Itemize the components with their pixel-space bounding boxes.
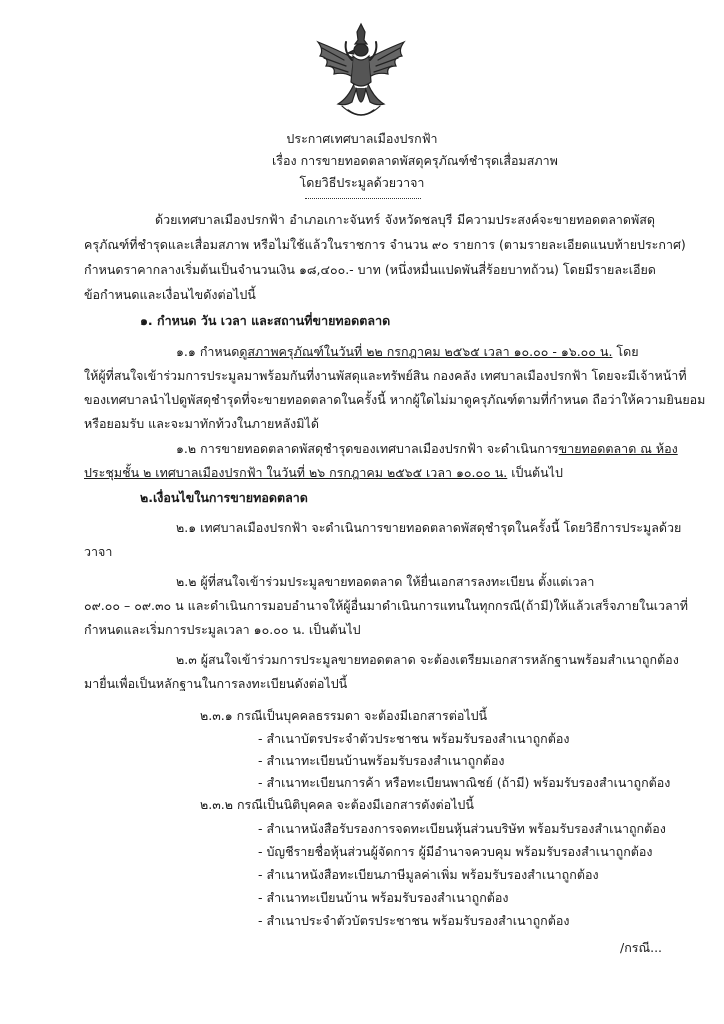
list-item: - สำเนาทะเบียนบ้าน พร้อมรับรองสำเนาถูกต้อง [258, 890, 509, 905]
intro-line: ข้อกำหนดและเงื่อนไขดังต่อไปนี้ [84, 287, 256, 302]
intro-line: ด้วยเทศบาลเมืองปรกฟ้า อำเภอเกาะจันทร์ จังหวัดชลบุรี มีความประสงค์จะขายทอดตลาดพัสดุ [155, 212, 655, 227]
list-item: - สำเนาทะเบียนการค้า หรือทะเบียนพาณิชย์ (ถ้ามี) พร้อมรับรองสำเนาถูกต้อง [258, 775, 671, 790]
intro-line: ครุภัณฑ์ที่ชำรุดและเสื่อมสภาพ หรือไม่ใช้แล้วในราชการ จำนวน ๙๐ รายการ (ตามรายละเอียดแนบท้ายประกาศ) [84, 237, 686, 252]
item1-2-line [84, 465, 563, 481]
item2-3-line: ๒.๓ ผู้สนใจเข้าร่วมการประมูลขายทอดตลาด จะต้องเตรียมเอกสารหลักฐานพร้อมสำเนาถูกต้อง [176, 652, 679, 667]
intro-line: กำหนดราคากลางเริ่มต้นเป็นจำนวนเงิน ๑๘,๔๐๐.- บาท (หนึ่งหมื่นแปดพันสี่ร้อยบาทถ้วน) โดยมีรายละเอียด [84, 262, 656, 277]
header-separator [305, 198, 421, 199]
item2-3-line: มายื่นเพื่อเป็นหลักฐานในการลงทะเบียนดังต่อไปนี้ [84, 676, 348, 691]
continuation-marker: /กรณี... [620, 940, 663, 955]
item1-1-line [176, 344, 639, 360]
section1-heading: ๑. กำหนด วัน เวลา และสถานที่ขายทอดตลาด [140, 313, 391, 328]
item2-2-line: กำหนดและเริ่มการประมูลเวลา ๑๐.๐๐ น. เป็นต้นไป [84, 622, 361, 637]
item2-2-line: ๐๙.๐๐ – ๐๙.๓๐ น และดำเนินการมอบอำนาจให้ผู้อื่นมาดำเนินการแทนในทุกกรณี(ถ้ามี)ให้แล้วเสร็จภายในเวลาที่ [84, 598, 688, 613]
item1-1-prefix: ๑.๑ กำหนด [176, 344, 240, 359]
auction-date: ประชุมชั้น ๒ เทศบาลเมืองปรกฟ้า ในวันที่ ๒๖ กรกฎาคม ๒๕๖๕ เวลา ๑๐.๐๐ น. [84, 465, 508, 480]
garuda-emblem [308, 20, 414, 124]
list-item: - สำเนาทะเบียนบ้านพร้อมรับรองสำเนาถูกต้อง [258, 753, 505, 768]
item2-2-line: ๒.๒ ผู้ที่สนใจเข้าร่วมประมูลขายทอดตลาด ให้ยื่นเอกสารลงทะเบียน ตั้งแต่เวลา [176, 574, 595, 589]
item2-1-line: ๒.๑ เทศบาลเมืองปรกฟ้า จะดำเนินการขายทอดตลาดพัสดุชำรุดในครั้งนี้ โดยวิธีการประมูลด้วย [176, 520, 682, 535]
list-item: - สำเนาหนังสือทะเบียนภาษีมูลค่าเพิ่ม พร้อมรับรองสำเนาถูกต้อง [258, 867, 599, 882]
item1-1-line: ให้ผู้ที่สนใจเข้าร่วมการประมูลมาพร้อมกันที่งานพัสดุและทรัพย์สิน กองคลัง เทศบาลเมืองปรกฟ้า โดยจะมีเจ้าหน้าที่ [84, 368, 687, 383]
item2-3-2-heading: ๒.๓.๒ กรณีเป็นนิติบุคคล จะต้องมีเอกสารดังต่อไปนี้ [200, 797, 474, 812]
list-item: - สำเนาประจำตัวบัตรประชาชน พร้อมรับรองสำเนาถูกต้อง [258, 913, 570, 928]
item2-1-line: วาจา [84, 544, 113, 559]
item1-1-suffix: โดย [612, 344, 639, 359]
item1-2-suffix: เป็นต้นไป [507, 465, 563, 480]
item1-1-line: หรือยอมรับ และจะมาทักท้วงในภายหลังมิได้ [84, 416, 319, 431]
document-subject: เรื่อง การขายทอดตลาดพัสดุครุภัณฑ์ชำรุดเสื่อมสภาพ [272, 153, 558, 168]
item1-1-line: ของเทศบาลนำไปดูพัสดุชำรุดที่จะขายทอดตลาดในครั้งนี้ หากผู้ใดไม่มาดูครุภัณฑ์ตามที่กำหนด ถือว่าให้ความยินยอม [84, 392, 706, 407]
item1-2-line [176, 441, 678, 457]
section2-heading: ๒.เงื่อนไขในการขายทอดตลาด [140, 490, 308, 505]
item1-2-prefix: ๑.๒ การขายทอดตลาดพัสดุชำรุดของเทศบาลเมืองปรกฟ้า จะดำเนินการ [176, 441, 559, 456]
list-item: - สำเนาบัตรประจำตัวประชาชน พร้อมรับรองสำเนาถูกต้อง [258, 731, 570, 746]
document-method: โดยวิธีประมูลด้วยวาจา [299, 175, 425, 190]
item2-3-1-heading: ๒.๓.๑ กรณีเป็นบุคคลธรรมดา จะต้องมีเอกสารต่อไปนี้ [200, 708, 488, 723]
inspection-date: ดูสภาพครุภัณฑ์ในวันที่ ๒๒ กรกฎาคม ๒๕๖๕ เวลา ๑๐.๐๐ - ๑๖.๐๐ น. [239, 344, 613, 359]
document-title: ประกาศเทศบาลเมืองปรกฟ้า [286, 131, 438, 146]
list-item: - สำเนาหนังสือรับรองการจดทะเบียนหุ้นส่วนบริษัท พร้อมรับรองสำเนาถูกต้อง [258, 821, 666, 836]
list-item: - บัญชีรายชื่อหุ้นส่วนผู้จัดการ ผู้มีอำนาจควบคุม พร้อมรับรองสำเนาถูกต้อง [258, 844, 653, 859]
auction-location: ขายทอดตลาด ณ ห้อง [558, 441, 678, 456]
